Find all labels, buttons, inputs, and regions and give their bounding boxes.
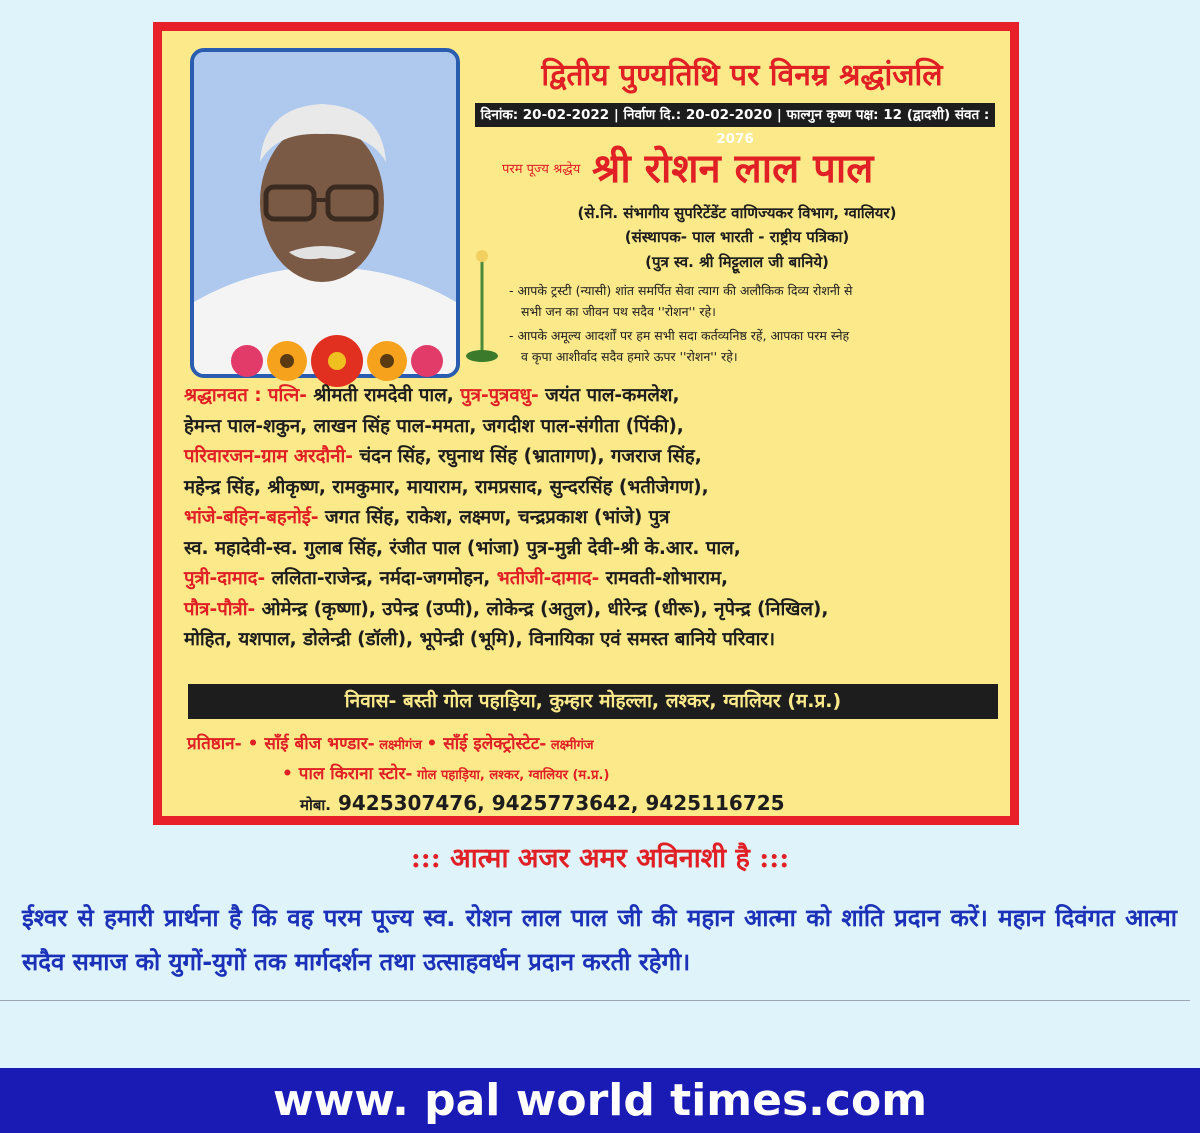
family-line (184, 595, 1014, 626)
date-line: दिनांक: 20-02-2022 | निर्वाण दि.: 20-02-2020 | फाल्गुन कृष्ण पक्ष: 12 (द्वादशी) संवत : 2076 (475, 103, 995, 127)
mobile-numbers (300, 791, 785, 815)
family-text: जयंत पाल-कमलेश, (538, 385, 680, 406)
family-text: ललिता-राजेन्द्र, नर्मदा-जगमोहन, (265, 568, 497, 589)
page-title: द्वितीय पुण्यतिथि पर विनम्र श्रद्धांजलि (541, 58, 943, 93)
blessing-1 (509, 280, 1009, 322)
blessing-2b: व कृपा आशीर्वाद सदैव हमारे ऊपर ''रोशन'' रहे। (521, 349, 738, 364)
portrait-photo (190, 48, 460, 378)
business-line-2 (282, 761, 609, 784)
business-location: लक्ष्मीगंज (546, 738, 594, 753)
honorific: परम पूज्य श्रद्धेय (502, 162, 581, 177)
candle-sprig-icon (462, 231, 502, 371)
family-line: महेन्द्र सिंह, श्रीकृष्ण, रामकुमार, मायाराम, रामप्रसाद, सुन्दरसिंह (भतीजेगण), (184, 476, 709, 498)
divider (0, 1000, 1190, 1001)
family-text: चंदन सिंह, रघुनाथ सिंह (भ्रातागण), गजराज सिंह, (352, 446, 702, 467)
family-label: पुत्र-पुत्रवधु- (460, 385, 539, 406)
family-text: श्रीमती रामदेवी पाल, (306, 385, 461, 406)
family-label: श्रद्धानवत : पत्नि- (184, 385, 307, 406)
mobile-label: मोबा. (300, 796, 332, 814)
tribute-card (153, 22, 1019, 825)
business-location: लक्ष्मीगंज (374, 738, 427, 753)
family-line: स्व. महादेवी-स्व. गुलाब सिंह, रंजीत पाल (भांजा) पुत्र-मुन्नी देवी-श्री के.आर. पाल, (184, 537, 741, 559)
family-text: रामवती-शोभाराम, (599, 568, 729, 589)
business-location: गोल पहाड़िया, लश्कर, ग्वालियर (म.प्र.) (412, 768, 610, 783)
family-line (184, 503, 1014, 534)
business-name: प्रतिष्ठान- • साँई बीज भण्डार- (187, 734, 375, 754)
family-label: भतीजी-दामाद- (496, 568, 600, 589)
blessing-2a: - आपके अमूल्य आदर्शों पर हम सभी सदा कर्तव्यनिष्ठ रहें, आपका परम स्नेह (509, 328, 850, 343)
motto: ::: आत्मा अजर अमर अविनाशी है ::: (410, 843, 790, 874)
mobile-value: 9425307476, 9425773642, 9425116725 (331, 791, 785, 815)
blessing-1b: सभी जन का जीवन पथ सदैव ''रोशन'' रहे। (521, 304, 716, 319)
family-text: जगत सिंह, राकेश, लक्ष्मण, चन्द्रप्रकाश (भांजे) पुत्र (318, 507, 670, 528)
residence-bar: निवास- बस्ती गोल पहाड़िया, कुम्हार मोहल्ला, लश्कर, ग्वालियर (म.प्र.) (188, 684, 998, 719)
founder-line: (संस्थापक- पाल भारती - राष्ट्रीय पत्रिका) (624, 228, 850, 246)
website-footer: www. pal world times.com (0, 1068, 1200, 1133)
blessing-1a: - आपके ट्रस्टी (न्यासी) शांत समर्पित सेवा त्याग की अलौकिक दिव्य रोशनी से (509, 283, 853, 298)
business-name: • साँई इलेक्ट्रोस्टेट- (426, 734, 547, 754)
family-label: पौत्र-पौत्री- (184, 598, 256, 620)
family-line: मोहित, यशपाल, डोलेन्द्री (डॉली), भूपेन्द्री (भूमि), विनायिका एवं समस्त बानिये परिवार। (184, 629, 775, 650)
family-label: परिवारजन-ग्राम अरदौनी- (184, 446, 353, 467)
designation-line: (से.नि. संभागीय सुपरिटेंडेंट वाणिज्यकर विभाग, ग्वालियर) (577, 204, 897, 222)
family-list (184, 381, 1014, 656)
blessing-2 (509, 325, 1009, 367)
lineage-line: (पुत्र स्व. श्री मिट्टूलाल जी बानिये) (645, 253, 829, 271)
family-line: हेमन्त पाल-शकुन, लाखन सिंह पाल-ममता, जगदीश पाल-संगीता (पिंकी), (184, 415, 684, 437)
family-label: पुत्री-दामाद- (184, 568, 266, 589)
family-label: भांजे-बहिन-बहनोई- (184, 507, 319, 528)
deceased-name: श्री रोशन लाल पाल (592, 145, 874, 192)
business-line-1 (187, 731, 594, 754)
prayer-text: ईश्वर से हमारी प्रार्थना है कि वह परम पूज्य स्व. रोशन लाल पाल जी की महान आत्मा को शांति प्रदान करें। महान दिवंगत आत्मा सदैव समाज को युगों-युगों तक मार्गदर्शन तथा उत्साहवर्धन प्रदान करती रहेगी। (22, 904, 1177, 976)
family-line (184, 442, 1014, 473)
family-line (184, 381, 1014, 412)
family-line (184, 564, 1014, 595)
family-text: ओमेन्द्र (कृष्णा), उपेन्द्र (उप्पी), लोकेन्द्र (अतुल), धीरेन्द्र (धीरू), नृपेन्द्र (निखिल), (255, 598, 829, 620)
business-name: • पाल किराना स्टोर- (282, 764, 413, 784)
